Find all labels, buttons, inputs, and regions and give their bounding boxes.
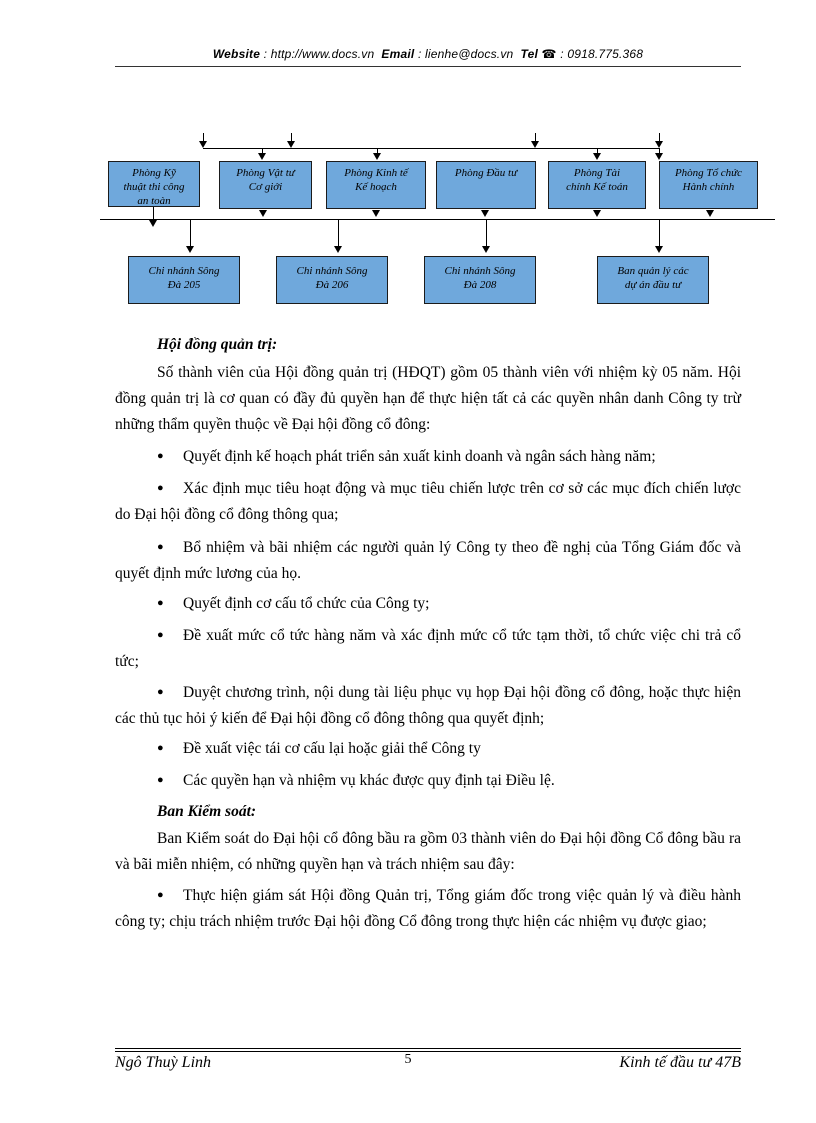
branch-name-line1: Chi nhánh Sông	[148, 265, 220, 277]
arrow-down-icon	[481, 210, 489, 217]
connector-line	[338, 219, 339, 247]
branch-name-line1: Chi nhánh Sông	[296, 265, 368, 277]
branch-name-line2: Đà 205	[167, 279, 201, 291]
arrow-down-icon	[186, 246, 194, 253]
dept-prefix: Phòng	[344, 167, 373, 179]
arrow-down-icon	[655, 141, 663, 148]
email-address[interactable]: : lienhe@docs.vn	[417, 47, 514, 61]
arrow-down-icon	[259, 210, 267, 217]
bullet-icon: ●	[157, 450, 164, 462]
bullet-icon: ●	[157, 541, 164, 553]
dept-box-finance	[548, 161, 646, 209]
arrow-down-icon	[149, 220, 157, 227]
dept-prefix: Phòng	[454, 167, 484, 179]
dept-prefix: Phòng	[674, 167, 704, 179]
list-item-text: Đề xuất mức cổ tức hàng năm và xác định mức cổ tức tạm thời, tổ chức việc chi trả cổ tức;	[115, 627, 741, 670]
list-item	[115, 534, 741, 587]
arrow-down-icon	[706, 210, 714, 217]
dept-name: Tổ chức	[706, 167, 743, 179]
tel-number: : 0918.775.368	[560, 47, 644, 61]
connector-line	[659, 219, 660, 247]
email-label: Email	[381, 47, 415, 61]
list-item-text: Bổ nhiệm và bãi nhiệm các người quản lý Công ty theo đề nghị của Tổng Giám đốc và quyết định mức lương của họ.	[115, 539, 741, 582]
org-chart	[0, 0, 816, 320]
page-number: 5	[404, 1052, 412, 1067]
paragraph	[115, 826, 741, 878]
bullet-icon: ●	[157, 597, 164, 609]
connector-line	[203, 148, 659, 149]
arrow-down-icon	[655, 153, 663, 160]
bullet-icon: ●	[157, 889, 164, 901]
bullet-icon: ●	[157, 629, 164, 641]
list-item	[115, 882, 741, 935]
list-item	[115, 735, 741, 762]
list-item-text: Các quyền hạn và nhiệm vụ khác được quy định tại Điều lệ.	[183, 772, 555, 789]
branch-box-208	[424, 256, 536, 304]
branch-name-line2: Đà 206	[315, 279, 349, 291]
paragraph-text: Ban Kiểm soát do Đại hội cổ đông bầu ra gồm 03 thành viên do Đại hội đồng Cổ đông bầu ra và bãi miễn nhiệm, có những quyền hạn và trách nhiệm sau đây:	[115, 830, 741, 873]
list-item	[115, 475, 741, 528]
list-item-text: Quyết định cơ cấu tổ chức của Công ty;	[183, 595, 430, 612]
branch-box-206	[276, 256, 388, 304]
connector-line	[190, 219, 191, 247]
arrow-down-icon	[334, 246, 342, 253]
bullet-icon: ●	[157, 742, 164, 754]
dept-name: Vật tư	[267, 167, 295, 179]
dept-name-line3: an toàn	[137, 195, 171, 207]
connector-line	[153, 207, 154, 221]
arrow-down-icon	[593, 210, 601, 217]
list-item	[115, 443, 741, 470]
dept-name: Đầu tư	[486, 167, 518, 179]
dept-name-line2: Hành chính	[682, 181, 735, 193]
footer-author: Ngô Thuỳ Linh	[115, 1054, 212, 1071]
branch-name-line1: Ban quản lý các	[617, 265, 689, 277]
dept-name: Kinh tế	[375, 167, 408, 179]
dept-name: Kỹ	[163, 167, 176, 179]
dept-box-materials	[219, 161, 312, 209]
list-item-text: Xác định mục tiêu hoạt động và mục tiêu chiến lược trên cơ sở các mục đích chiến lược do Đại hội đồng cổ đông thông qua;	[115, 480, 741, 523]
paragraph-text: Số thành viên của Hội đồng quản trị (HĐQT) gồm 05 thành viên với nhiệm kỳ 05 năm. Hội đồng quản trị là cơ quan có đầy đủ quyền hạn để thực hiện tất cả các quyền nhân danh Công ty trừ những thẩm quyền thuộc về Đại hội đồng cổ đông:	[115, 364, 741, 433]
list-item-text: Thực hiện giám sát Hội đồng Quản trị, Tổng giám đốc trong việc quản lý và điều hành công ty; chịu trách nhiệm trước Đại hội đồng Cổ đông trong thực hiện các nhiệm vụ được giao;	[115, 887, 741, 930]
arrow-down-icon	[373, 153, 381, 160]
dept-prefix: Phòng	[573, 167, 603, 179]
branch-box-investment-projects	[597, 256, 709, 304]
bullet-icon: ●	[157, 686, 164, 698]
arrow-down-icon	[593, 153, 601, 160]
arrow-down-icon	[199, 141, 207, 148]
list-item	[115, 679, 741, 732]
dept-prefix: Phòng	[236, 167, 265, 179]
footer-rule	[115, 1048, 741, 1049]
dept-box-technical	[108, 161, 200, 207]
dept-box-admin	[659, 161, 758, 209]
dept-prefix: Phòng	[132, 167, 161, 179]
connector-line	[100, 219, 775, 220]
dept-box-investment	[436, 161, 536, 209]
list-item-text: Duyệt chương trình, nội dung tài liệu phục vụ họp Đại hội đồng cổ đông, hoặc thực hiện các thủ tục hỏi ý kiến để Đại hội đồng cổ đông thông qua quyết định;	[115, 684, 741, 727]
phone-icon: ☎	[541, 47, 557, 61]
branch-name-line2: Đà 208	[463, 279, 497, 291]
branch-name-line1: Chi nhánh Sông	[444, 265, 516, 277]
dept-name-line2: Kế hoạch	[355, 181, 397, 193]
tel-label: Tel	[520, 47, 538, 61]
list-item-text: Đề xuất việc tái cơ cấu lại hoặc giải thể Công ty	[183, 740, 481, 757]
list-item	[115, 590, 741, 617]
arrow-down-icon	[258, 153, 266, 160]
list-item	[115, 622, 741, 675]
arrow-down-icon	[287, 141, 295, 148]
list-item	[115, 767, 741, 794]
list-item-text: Quyết định kế hoạch phát triển sản xuất kinh doanh và ngân sách hàng năm;	[183, 448, 656, 465]
branch-box-205	[128, 256, 240, 304]
dept-name-line2: thuật thi công	[123, 181, 185, 193]
bullet-icon: ●	[157, 482, 164, 494]
arrow-down-icon	[531, 141, 539, 148]
dept-name: Tài	[605, 167, 621, 179]
section-heading-supervisory: Ban Kiểm soát:	[157, 803, 257, 820]
paragraph	[115, 360, 741, 438]
arrow-down-icon	[372, 210, 380, 217]
connector-line	[486, 219, 487, 247]
arrow-down-icon	[655, 246, 663, 253]
website-label: Website	[212, 47, 261, 61]
website-url[interactable]: : http://www.docs.vn	[263, 47, 375, 61]
bullet-icon: ●	[157, 774, 164, 786]
dept-name-line2: Cơ giới	[248, 181, 283, 193]
dept-name-line2: chính Kế toán	[566, 181, 628, 193]
arrow-down-icon	[482, 246, 490, 253]
branch-name-line2: dự án đầu tư	[624, 279, 682, 291]
dept-box-economics	[326, 161, 426, 209]
section-heading-board: Hội đồng quản trị:	[157, 336, 278, 353]
footer-course: Kinh tế đầu tư 47B	[619, 1054, 741, 1071]
